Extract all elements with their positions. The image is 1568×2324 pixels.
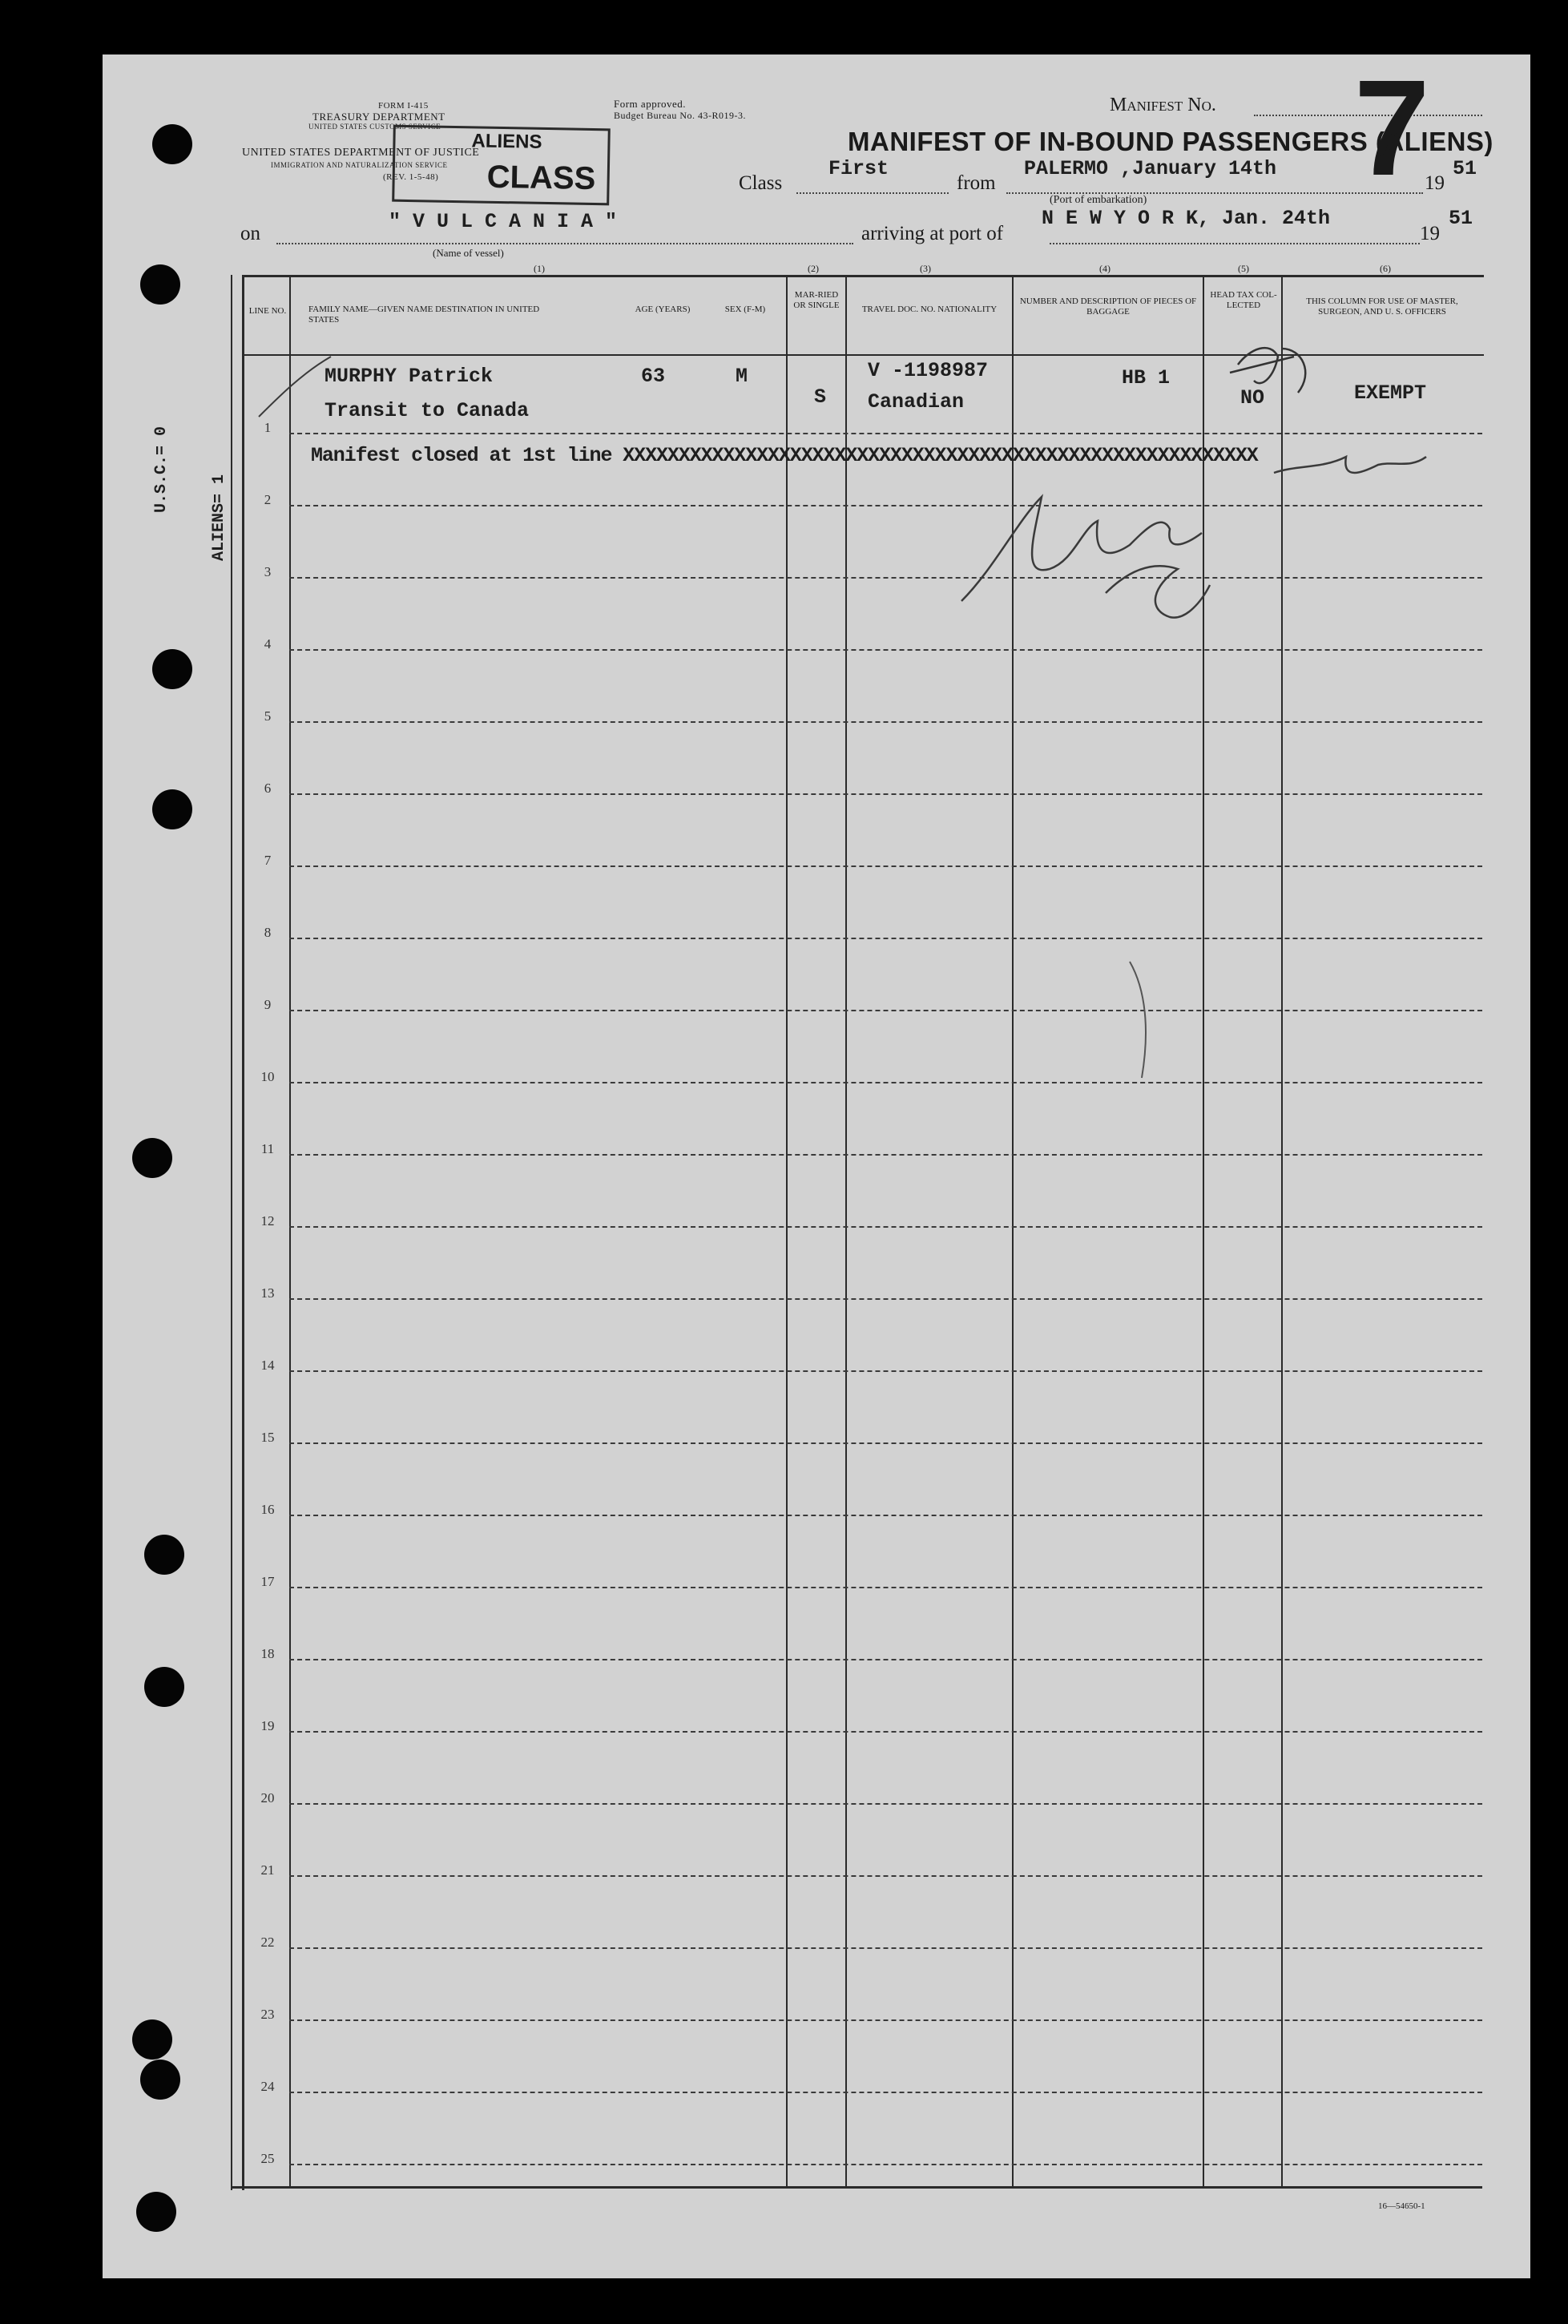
row-separator (289, 1298, 1482, 1300)
justice-label: UNITED STATES DEPARTMENT OF JUSTICE (242, 147, 480, 159)
side-stamp-usc: U.S.C.= 0 (152, 426, 171, 513)
header-name: FAMILY NAME—GIVEN NAME DESTINATION IN UNITED STATES (308, 305, 540, 325)
table-left-border (242, 275, 244, 2190)
arrival-year-prefix: 19 (1420, 223, 1440, 244)
head-tax-scribble (1214, 333, 1318, 405)
line-number: 14 (260, 1358, 275, 1373)
passenger-travel-doc: V -1198987 (868, 359, 989, 382)
row-separator (289, 2092, 1482, 2093)
line-number: 9 (264, 997, 272, 1012)
form-number: FORM I-415 (378, 101, 429, 111)
officers-note: EXEMPT (1354, 381, 1427, 405)
line-number: 11 (260, 1141, 275, 1156)
header-head-tax: HEAD TAX COL-LECTED (1210, 290, 1277, 310)
line-number: 17 (260, 1574, 275, 1589)
col-number: (2) (808, 263, 819, 274)
head-tax-value: NO (1240, 386, 1265, 410)
line-number: 24 (260, 2079, 275, 2094)
punch-hole (144, 1535, 184, 1575)
arrival-line (1050, 243, 1420, 244)
row-separator (289, 1010, 1482, 1011)
row-separator (289, 433, 1482, 434)
punch-hole (136, 2192, 176, 2232)
row-separator (289, 1442, 1482, 1444)
row-separator (289, 793, 1482, 795)
stray-mark (1126, 958, 1158, 1086)
row-separator (289, 1731, 1482, 1733)
punch-hole (132, 1138, 172, 1178)
class-label: Class (739, 172, 783, 194)
col-number: (4) (1099, 263, 1110, 274)
table-bottom-border (231, 2186, 1482, 2189)
aliens-class-stamp (392, 125, 611, 206)
punch-hole (152, 124, 192, 164)
col-divider-married (786, 275, 788, 2186)
stamp-bottom-text: CLASS (486, 159, 596, 197)
header-married: MAR-RIED OR SINGLE (793, 290, 840, 310)
line1-slash-mark (255, 353, 335, 425)
line-number: 13 (260, 1285, 275, 1301)
row-separator (289, 2019, 1482, 2021)
vessel-label: (Name of vessel) (433, 247, 504, 259)
signature-stroke (1106, 566, 1210, 617)
punch-hole (144, 1667, 184, 1707)
row-separator (289, 1659, 1482, 1660)
line-number: 21 (260, 1862, 275, 1878)
line-number: 15 (260, 1430, 275, 1445)
passenger-name: MURPHY Patrick (324, 365, 494, 388)
treasury-label: TREASURY DEPARTMENT (312, 111, 445, 123)
col-number: (3) (920, 263, 931, 274)
row-separator (289, 721, 1482, 723)
form-approved: Form approved. (614, 98, 687, 110)
line-number: 5 (264, 708, 272, 724)
manifest-no-label: Manifest No. (1110, 95, 1216, 115)
line-number: 22 (260, 1935, 275, 1950)
class-line (796, 192, 949, 194)
punch-hole (140, 2060, 180, 2100)
signature-stroke (1274, 457, 1426, 473)
arrival-year: 51 (1449, 207, 1473, 230)
passenger-baggage: HB 1 (1122, 366, 1171, 389)
document-title: MANIFEST OF IN-BOUND PASSENGERS (ALIENS) (848, 127, 1493, 156)
immigration-label: IMMIGRATION AND NATURALIZATION SERVICE (271, 161, 448, 169)
passenger-age: 63 (641, 365, 666, 388)
row-separator (289, 2164, 1482, 2165)
row-separator (289, 1370, 1482, 1372)
side-stamp-aliens: ALIENS= 1 (210, 474, 228, 561)
col-number: (5) (1238, 263, 1249, 274)
passenger-nationality: Canadian (868, 390, 965, 414)
row-separator (289, 1082, 1482, 1083)
handwritten-signature (945, 449, 1466, 657)
passenger-sex: M (736, 365, 748, 388)
line-number: 16 (260, 1502, 275, 1517)
line-number: 3 (264, 564, 272, 579)
manifest-closed-line: Manifest closed at 1st line XXXXXXXXXXXXXXXXXXXXXXXXXXXXXXXXXXXXXXXXXXXXXXXXXXXXXXXXX (311, 444, 1258, 467)
arrival-port: N E W Y O R K, Jan. 24th (1042, 207, 1331, 230)
passenger-marital: S (814, 385, 827, 409)
budget-bureau: Budget Bureau No. 43-R019-3. (614, 110, 746, 121)
customs-label: UNITED STATES CUSTOMS SERVICE (308, 123, 441, 131)
row-separator (289, 1947, 1482, 1949)
from-value: PALERMO ,January 14th (1024, 157, 1277, 180)
line-number: 23 (260, 2007, 275, 2022)
signature-stroke (961, 497, 1202, 601)
punch-hole (140, 264, 180, 305)
manifest-no-value: 7 (1354, 52, 1430, 204)
col-divider-doc (845, 275, 847, 2186)
line-number: 4 (264, 636, 272, 652)
line-number: 18 (260, 1646, 275, 1661)
row-separator (289, 938, 1482, 939)
row-separator (289, 1226, 1482, 1228)
line-number: 19 (260, 1718, 275, 1733)
line-number: 12 (260, 1213, 275, 1229)
line-number: 1 (264, 420, 272, 435)
header-sex: SEX (F-M) (724, 305, 766, 314)
line-number: 20 (260, 1790, 275, 1806)
row-separator (289, 865, 1482, 867)
header-baggage: NUMBER AND DESCRIPTION OF PIECES OF BAGGAGE (1019, 297, 1197, 317)
line-number: 8 (264, 925, 272, 940)
row-separator (289, 1587, 1482, 1588)
departure-year: 51 (1453, 157, 1477, 180)
print-code: 16—54650-1 (1378, 2201, 1425, 2211)
line-number: 25 (260, 2151, 275, 2166)
vessel-name: " V U L C A N I A " (389, 210, 618, 233)
class-value: First (828, 157, 889, 180)
revision-label: (REV. 1-5-48) (383, 172, 439, 182)
col-number: (1) (534, 263, 545, 274)
table-left-border-outer (231, 275, 232, 2190)
stamp-top-text: ALIENS (471, 130, 542, 153)
row-separator (289, 1154, 1482, 1156)
header-age: AGE (YEARS) (635, 305, 691, 314)
line-number: 6 (264, 781, 272, 796)
arriving-label: arriving at port of (861, 223, 1004, 244)
header-travel-doc: TRAVEL DOC. NO. NATIONALITY (861, 305, 998, 314)
row-separator (289, 1515, 1482, 1516)
line-number: 7 (264, 853, 272, 868)
row-separator (289, 1803, 1482, 1805)
line-number: 2 (264, 492, 272, 507)
line-number: 10 (260, 1069, 275, 1084)
col-number: (6) (1380, 263, 1391, 274)
vessel-line (276, 243, 853, 244)
col-divider-line (289, 275, 291, 2186)
header-line-no: LINE NO. (248, 306, 287, 316)
row-separator (289, 1875, 1482, 1877)
on-label: on (240, 223, 260, 244)
passenger-destination: Transit to Canada (324, 399, 530, 422)
header-officers: THIS COLUMN FOR USE OF MASTER, SURGEON, AND U. S. OFFICERS (1306, 297, 1458, 317)
departure-year-prefix: 19 (1425, 172, 1445, 194)
punch-hole (152, 649, 192, 689)
table-top-border (242, 275, 1484, 277)
from-label: from (957, 172, 996, 194)
port-embarkation-label: (Port of embarkation) (1050, 194, 1147, 206)
punch-hole (152, 789, 192, 829)
punch-hole (132, 2019, 172, 2060)
